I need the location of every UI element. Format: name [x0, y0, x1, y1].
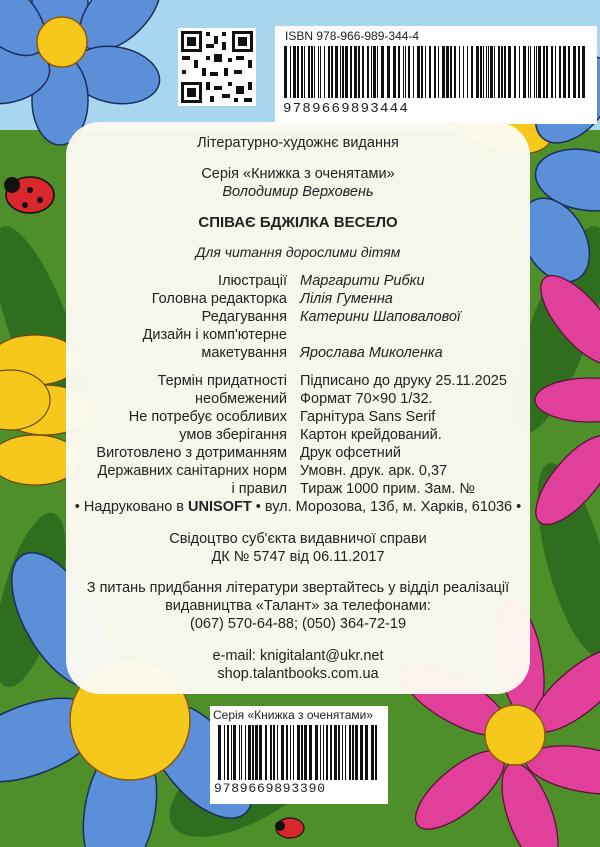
barcode-bar — [367, 46, 369, 98]
certificate-number: ДК № 5747 від 06.11.2017 — [211, 549, 385, 565]
edition-type: Літературно-художнє видання — [197, 135, 399, 151]
barcode-bar — [233, 725, 236, 780]
barcode-bar — [555, 46, 556, 98]
barcode-bar — [349, 725, 351, 780]
barcode-bar — [301, 46, 303, 98]
barcode-bar — [365, 725, 368, 780]
barcode-bar — [290, 725, 291, 780]
barcode-bar — [454, 46, 456, 98]
barcode-bar — [405, 46, 406, 98]
barcode-bar — [224, 725, 225, 780]
printer-prefix: • Надруковано в — [74, 499, 189, 515]
barcode-bar — [508, 46, 511, 98]
barcode-bar — [534, 46, 535, 98]
barcode-bar — [467, 46, 468, 98]
barcode-bar — [345, 46, 348, 98]
barcode-bar — [231, 725, 232, 780]
isbn-label: ISBN 978-966-989-344-4 — [285, 29, 420, 43]
barcode-bar — [311, 46, 313, 98]
barcode-bar — [309, 725, 312, 780]
book-title: СПІВАЄ БДЖІЛКА ВЕСЕЛО — [198, 214, 398, 231]
barcode-bar — [483, 46, 484, 98]
barcode-bar — [328, 46, 330, 98]
barcode-bar — [255, 725, 258, 780]
barcode-bar — [297, 725, 300, 780]
barcode-bar — [373, 46, 376, 98]
barcode-bar — [514, 46, 516, 98]
credit-value: Маргарити Рибки — [300, 273, 425, 289]
barcode-bar — [342, 46, 344, 98]
barcode-bar — [413, 46, 414, 98]
barcode-bar — [543, 46, 545, 98]
barcode-bar — [350, 46, 352, 98]
barcode-bar — [320, 46, 321, 98]
barcode-bar — [442, 46, 445, 98]
barcode-bar — [528, 46, 529, 98]
spec-right: Картон крейдований. — [300, 427, 442, 443]
bottom-barcode-bars — [218, 725, 383, 780]
phone-numbers: (067) 570-64-88; (050) 364-72-19 — [189, 616, 407, 632]
barcode-bar — [297, 46, 299, 98]
barcode-bar — [323, 725, 324, 780]
barcode-bar — [304, 725, 307, 780]
spec-left: Не потребує особливих — [128, 409, 287, 425]
barcode-bar — [530, 46, 531, 98]
barcode-bar — [551, 46, 553, 98]
credit-value: Лілія Гуменна — [300, 291, 393, 307]
barcode-bar — [371, 725, 374, 780]
spec-left: і правил — [231, 481, 287, 497]
barcode-bar — [536, 46, 537, 98]
barcode-bar — [273, 725, 275, 780]
barcode-bar — [340, 46, 341, 98]
credit-label: Редагування — [201, 309, 287, 325]
barcode-bar — [377, 46, 378, 98]
barcode-bar — [239, 725, 240, 780]
barcode-bar — [408, 46, 410, 98]
barcode-bar — [459, 46, 460, 98]
barcode-bar — [480, 46, 482, 98]
barcode-bar — [568, 46, 570, 98]
barcode-bar — [490, 46, 493, 98]
barcode-bar — [538, 46, 541, 98]
audience-note: Для читання дорослими дітям — [195, 244, 401, 260]
barcode-bar — [488, 46, 489, 98]
barcode-bar — [504, 46, 506, 98]
barcode-bar — [398, 46, 400, 98]
barcode-bar — [265, 725, 267, 780]
barcode-bar — [446, 46, 449, 98]
spec-left: необмежений — [195, 391, 287, 407]
barcode-bar — [463, 46, 464, 98]
barcode-bar — [331, 46, 333, 98]
spec-right: Підписано до друку 25.11.2025 — [300, 373, 507, 389]
barcode-bar — [355, 725, 358, 780]
barcode-bar — [498, 46, 500, 98]
barcode-bar — [315, 725, 318, 780]
credit-label: Дизайн і комп'ютерне — [142, 327, 287, 343]
barcode-bar — [320, 725, 321, 780]
barcode-bar — [450, 46, 452, 98]
barcode-bar — [371, 46, 372, 98]
barcode-bar — [245, 725, 246, 780]
purchase-line: З питань придбання літератури звертайтесь у відділ реалізації — [86, 580, 510, 596]
barcode-bar — [429, 46, 431, 98]
barcode-bar — [218, 725, 221, 780]
barcode-bar — [293, 725, 294, 780]
barcode-bar — [403, 46, 404, 98]
shop-website: shop.talantbooks.com.ua — [217, 666, 379, 682]
qr-code — [178, 28, 256, 106]
barcode-bar — [270, 725, 272, 780]
spec-left: Термін придатності — [157, 373, 287, 389]
barcode-bar — [381, 46, 384, 98]
credit-label: макетування — [201, 345, 287, 361]
author-name: Володимир Верховень — [222, 184, 374, 200]
spec-left: умов зберігання — [179, 427, 287, 443]
barcode-bar — [573, 46, 576, 98]
barcode-bar — [559, 46, 561, 98]
barcode-bar — [277, 725, 278, 780]
barcode-bar — [227, 725, 229, 780]
certificate-line: Свідоцтво суб'єкта видавничої справи — [169, 531, 427, 547]
spec-right: Тираж 1000 прим. Зам. № — [300, 481, 475, 497]
barcode-bar — [523, 46, 526, 98]
barcode-bar — [563, 46, 566, 98]
spec-right: Друк офсетний — [300, 445, 402, 461]
barcode-bar — [335, 46, 338, 98]
barcode-bar — [519, 46, 520, 98]
barcode-bar — [324, 46, 325, 98]
barcode-bar — [342, 725, 343, 780]
barcode-bar — [252, 725, 254, 780]
purchase-line: видавництва «Талант» за телефонами: — [165, 598, 431, 614]
barcode-bar — [358, 46, 360, 98]
printer-line — [66, 499, 530, 515]
barcode-bar — [494, 46, 495, 98]
series-name: Серія «Книжка з оченятами» — [201, 166, 395, 182]
spec-left: Виготовлено з дотриманням — [96, 445, 287, 461]
printer-address: • вул. Морозова, 13б, м. Харків, 61036 • — [251, 499, 522, 515]
barcode-bar — [360, 725, 363, 780]
credit-label: Головна редакторка — [151, 291, 287, 307]
barcode-bar — [578, 46, 580, 98]
barcode-bar — [308, 46, 310, 98]
barcode-bar — [354, 46, 357, 98]
bottom-series-label: Серія «Книжка з оченятами» — [213, 708, 374, 722]
barcode-bar — [582, 46, 585, 98]
barcode-bar — [293, 46, 296, 98]
barcode-bar — [334, 725, 337, 780]
barcode-bar — [318, 46, 319, 98]
barcode-bar — [438, 46, 439, 98]
spec-right: Умовн. друк. арк. 0,37 — [300, 463, 448, 479]
email-contact: e-mail: knigitalant@ukr.net — [212, 648, 384, 664]
barcode-bar — [387, 46, 390, 98]
barcode-bar — [241, 725, 242, 780]
credit-label: Ілюстрації — [218, 273, 287, 289]
top-barcode-bars — [284, 46, 589, 98]
barcode-bar — [476, 46, 479, 98]
spec-left: Державних санітарних норм — [97, 463, 287, 479]
barcode-bar — [345, 725, 346, 780]
barcode-bar — [417, 46, 420, 98]
spec-right: Гарнітура Sans Serif — [300, 409, 436, 425]
barcode-bar — [314, 46, 315, 98]
barcode-bar — [375, 725, 377, 780]
printer-name: UNISOFT — [188, 499, 252, 515]
barcode-bar — [425, 46, 426, 98]
barcode-bar — [286, 725, 288, 780]
barcode-bar — [284, 46, 287, 98]
barcode-bar — [546, 46, 548, 98]
barcode-bar — [301, 725, 303, 780]
barcode-bar — [330, 725, 332, 780]
barcode-bar — [501, 46, 503, 98]
barcode-bar — [421, 46, 423, 98]
barcode-bar — [471, 46, 473, 98]
barcode-bar — [352, 725, 354, 780]
spec-right: Формат 70×90 1/32. — [300, 391, 433, 407]
barcode-bar — [434, 46, 436, 98]
credit-value: Ярослава Миколенка — [300, 345, 443, 361]
bottom-barcode-digits: 9789669893390 — [214, 781, 326, 796]
barcode-bar — [290, 46, 291, 98]
barcode-bar — [486, 46, 487, 98]
barcode-bar — [338, 725, 340, 780]
barcode-bar — [326, 725, 328, 780]
barcode-bar — [248, 725, 251, 780]
credit-value: Катерини Шаповалової — [300, 309, 461, 325]
barcode-bar — [304, 46, 305, 98]
barcode-bar — [362, 46, 364, 98]
top-barcode-digits: 9789669893444 — [283, 101, 410, 117]
barcode-bar — [393, 46, 396, 98]
barcode-bar — [281, 725, 284, 780]
barcode-bar — [259, 725, 262, 780]
